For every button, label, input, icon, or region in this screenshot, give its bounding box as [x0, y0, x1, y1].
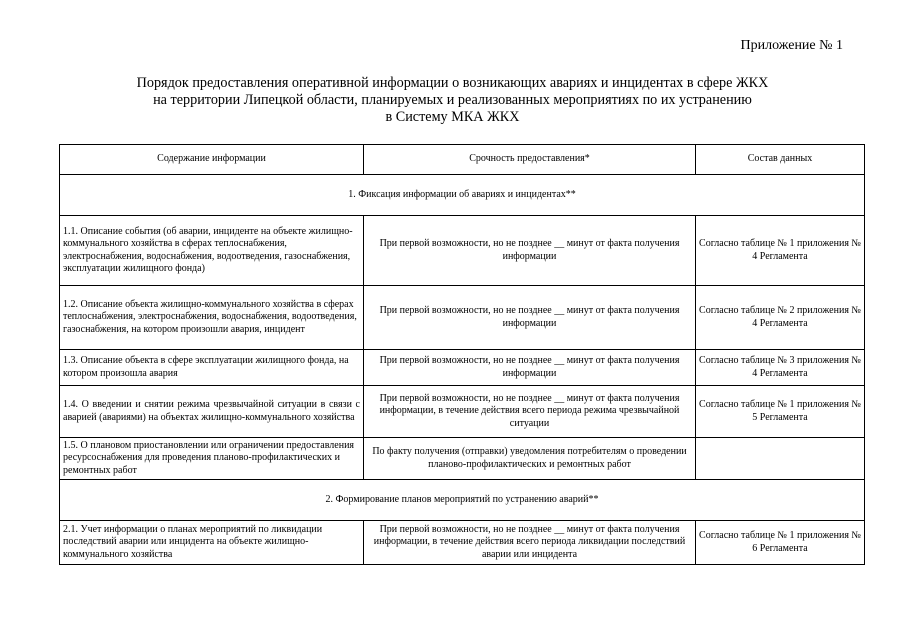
table-row [60, 386, 865, 438]
row-content: 1.1. Описание события (об аварии, инциденте на объекте жилищно-коммунального хозяйства в сферах теплоснабжения, электроснабжения, водоснабжения, водоотведения, газоснабжения, эксплуатации жилищного фонда) [60, 216, 364, 286]
row-content: 1.5. О плановом приостановлении или ограничении предоставления ресурсоснабжения для проведения планово-профилактических и ремонтных работ [60, 438, 364, 480]
row-content: 1.4. О введении и снятии режима чрезвычайной ситуации в связи с аварией (авариями) на объектах жилищно-коммунального хозяйства [60, 386, 364, 438]
row-urgency: По факту получения (отправки) уведомления потребителям о проведении планово-профилактических и ремонтных работ [364, 438, 696, 480]
title-line-3: в Систему МКА ЖКХ [385, 109, 520, 125]
section-title-1: 1. Фиксация информации об авариях и инцидентах** [60, 175, 865, 216]
row-data [696, 438, 865, 480]
row-content: 1.2. Описание объекта жилищно-коммунального хозяйства в сферах теплоснабжения, электроснабжения, водоснабжения, водоотведения, газоснабжения, на котором произошли авария, инцидент [60, 286, 364, 350]
row-data: Согласно таблице № 3 приложения № 4 Регламента [696, 350, 865, 386]
row-urgency: При первой возможности, но не позднее __ минут от факта получения информации [364, 350, 696, 386]
section-row-1 [60, 175, 865, 216]
section-row-2 [60, 480, 865, 521]
row-urgency: При первой возможности, но не позднее __ минут от факта получения информации, в течение действия всего периода ликвидации последствий аварии или инцидента [364, 521, 696, 565]
info-table [59, 144, 865, 565]
table-header-row [60, 145, 865, 175]
row-content: 2.1. Учет информации о планах мероприятий по ликвидации последствий аварии или инцидента на объекте жилищно-коммунального хозяйства [60, 521, 364, 565]
row-data: Согласно таблице № 1 приложения № 6 Регламента [696, 521, 865, 565]
section-title-2: 2. Формирование планов мероприятий по устранению аварий** [60, 480, 865, 521]
row-data: Согласно таблице № 2 приложения № 4 Регламента [696, 286, 865, 350]
row-data: Согласно таблице № 1 приложения № 5 Регламента [696, 386, 865, 438]
table-row [60, 350, 865, 386]
row-urgency: При первой возможности, но не позднее __ минут от факта получения информации, в течение действия всего периода режима чрезвычайной ситуации [364, 386, 696, 438]
table-row [60, 521, 865, 565]
table-row [60, 286, 865, 350]
row-urgency: При первой возможности, но не позднее __ минут от факта получения информации [364, 286, 696, 350]
title-line-1: Порядок предоставления оперативной информации о возникающих авариях и инцидентах в сфере ЖКХ [136, 75, 769, 91]
appendix-label: Приложение № 1 [740, 38, 843, 53]
table-row [60, 438, 865, 480]
row-content: 1.3. Описание объекта в сфере эксплуатации жилищного фонда, на котором произошла авария [60, 350, 364, 386]
row-data: Согласно таблице № 1 приложения № 4 Регламента [696, 216, 865, 286]
title-line-2: на территории Липецкой области, планируемых и реализованных мероприятиях по их устранению [153, 92, 752, 108]
document-title [0, 75, 905, 126]
header-content: Содержание информации [60, 145, 364, 175]
header-urgency: Срочность предоставления* [364, 145, 696, 175]
table-row [60, 216, 865, 286]
header-data: Состав данных [696, 145, 865, 175]
row-urgency: При первой возможности, но не позднее __ минут от факта получения информации [364, 216, 696, 286]
